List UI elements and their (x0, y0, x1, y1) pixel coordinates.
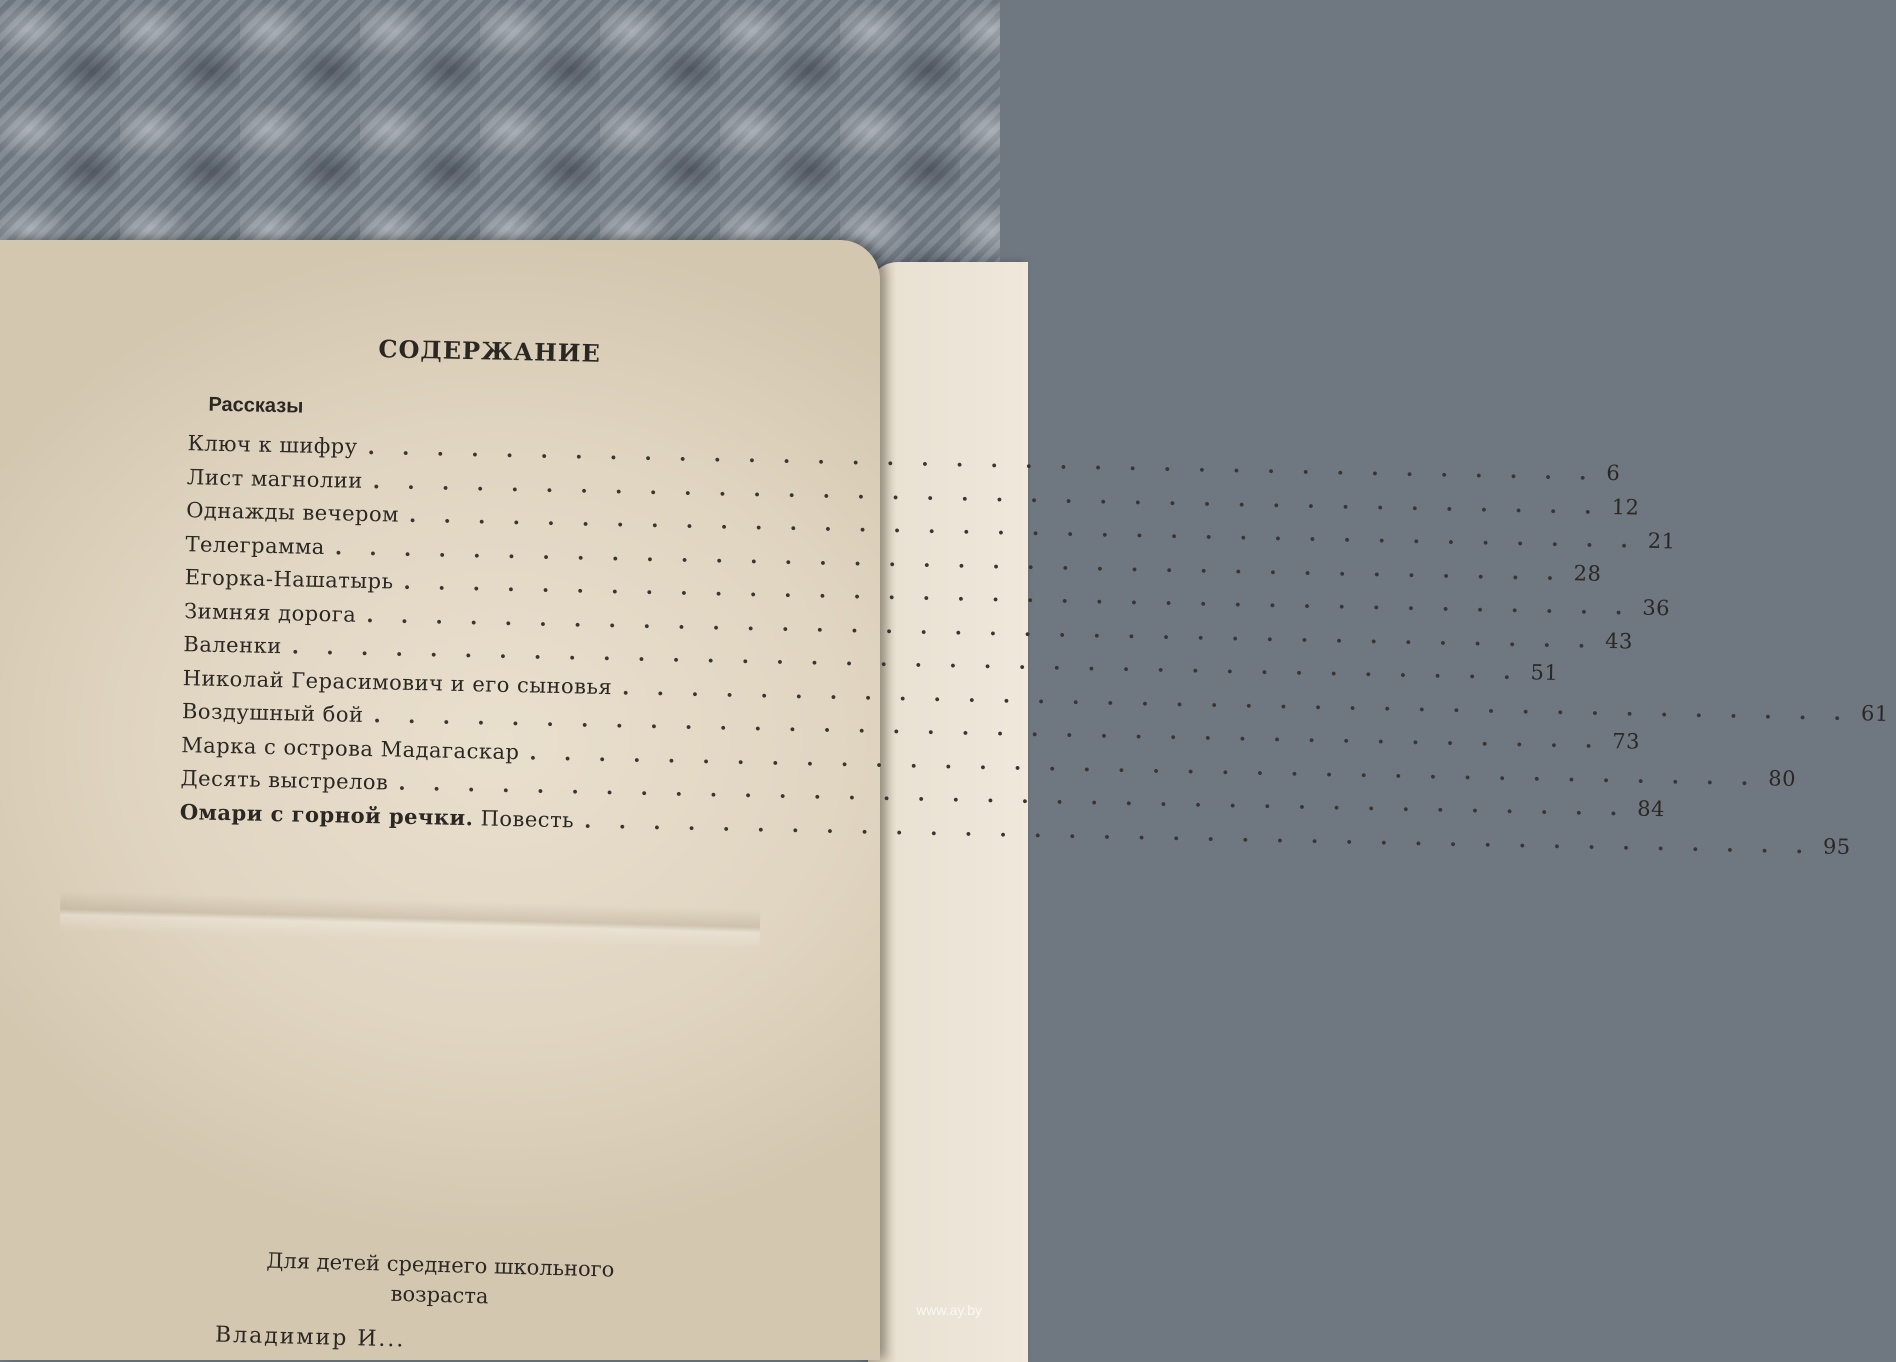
toc-entry-page: 12 (1611, 494, 1640, 520)
table-of-contents (169, 330, 1889, 859)
toc-entry-title: Валенки (183, 632, 282, 659)
toc-entry-title: Воздушный бой (181, 699, 364, 727)
toc-entry-title: Однажды вечером (185, 498, 400, 527)
right-page-edge (868, 262, 1028, 1362)
toc-entry-title: Телеграмма (185, 531, 326, 559)
watermark: www.ay.by (916, 1302, 982, 1318)
toc-entry-title: Ключ к шифру (187, 431, 358, 459)
toc-entry-title: Десять выстрелов (180, 766, 389, 795)
toc-title: СОДЕРЖАНИЕ (378, 334, 602, 368)
toc-entry-page: 80 (1768, 765, 1797, 791)
toc-entry-page: 51 (1530, 660, 1559, 685)
toc-entry-page: 6 (1606, 460, 1621, 486)
audience-line-1: Для детей среднего школьного (266, 1248, 615, 1282)
novella-genre: Повесть (480, 805, 575, 832)
toc-entry-page: 73 (1612, 729, 1641, 754)
toc-entry-page: 95 (1822, 834, 1851, 859)
novella-title: Омари с горной речки. (179, 798, 474, 830)
toc-entry-title: Николай Герасимович и его сыновья (182, 665, 613, 699)
audience-note (209, 1244, 670, 1316)
audience-line-2: возраста (390, 1281, 489, 1309)
toc-entry-page: 61 (1860, 700, 1889, 726)
toc-entry-title: Марка с острова Мадагаскар (181, 732, 520, 764)
page-crease (60, 891, 761, 949)
toc-entry-page: 36 (1642, 595, 1671, 621)
toc-list (169, 430, 1889, 859)
author-name-partial: Владимир И... (214, 1322, 406, 1353)
toc-entry-title: Егорка-Нашатырь (184, 565, 394, 594)
toc-entry-page: 43 (1604, 628, 1634, 653)
toc-entry-title: Зимняя дорога (183, 598, 357, 627)
section-label: Рассказы (208, 393, 304, 418)
dot-leader (584, 807, 1813, 858)
toc-entry-page: 84 (1636, 796, 1666, 822)
toc-entry-page: 21 (1647, 528, 1676, 554)
toc-entry-title: Лист магнолии (186, 464, 364, 493)
toc-entry-page: 28 (1573, 560, 1602, 586)
